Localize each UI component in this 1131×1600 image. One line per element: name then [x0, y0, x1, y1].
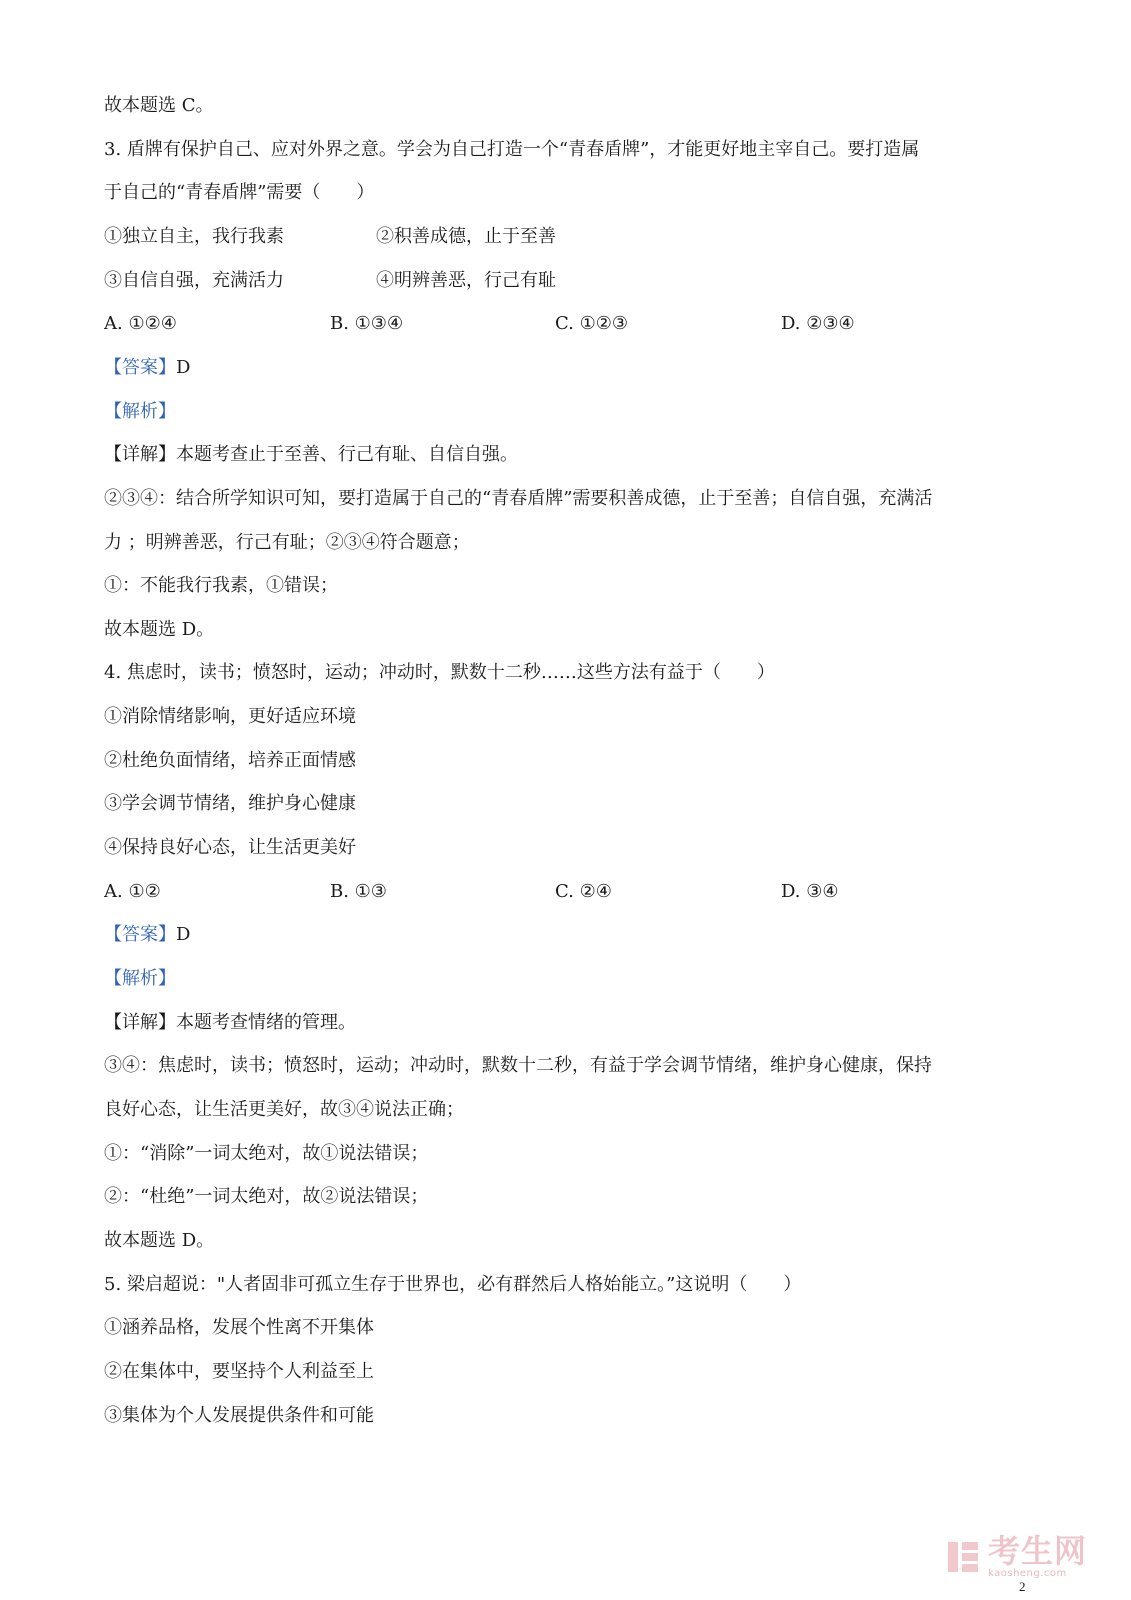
text-line: [104, 922, 1035, 948]
line-text: 于自己的“青春盾牌”需要（ ）: [104, 182, 375, 204]
text-line: [104, 966, 1035, 992]
text-line: [104, 399, 1035, 425]
answer-option: B. ①③: [330, 880, 387, 902]
section-tag: 【解析】: [104, 400, 176, 422]
line-text: 4. 焦虑时，读书；愤怒时，运动；冲动时，默数十二秒……这些方法有益于（ ）: [104, 662, 775, 684]
line-text: ③自信自强，充满活力: [104, 269, 284, 291]
watermark: [946, 1532, 1088, 1579]
line-text: ②：“杜绝”一词太绝对，故②说法错误；: [104, 1186, 429, 1208]
line-text: ④保持良好心态，让生活更美好: [104, 837, 356, 858]
line-text: ②在集体中，要坚持个人利益至上: [104, 1360, 374, 1382]
line-text: ①消除情绪影响，更好适应环境: [104, 706, 356, 728]
line-text: 【详解】本题考查止于至善、行己有耻、自信自强。: [104, 444, 518, 466]
text-line: [104, 1097, 1035, 1123]
line-text: 故本题选 D。: [104, 618, 215, 640]
answer-option: D. ③④: [781, 880, 839, 902]
text-line: [104, 835, 1035, 861]
answer-option: D. ②③④: [781, 313, 855, 335]
line-text: ①：不能我行我素，①错误；: [104, 575, 338, 597]
answer-option: C. ①②③: [555, 313, 628, 335]
text-line: [104, 224, 1035, 250]
text-line: [104, 660, 1035, 686]
text-line: [104, 93, 1035, 119]
page-number: 2: [1019, 1579, 1026, 1594]
text-line: [104, 137, 1035, 163]
watermark-url: kaosheng.com: [988, 1568, 1067, 1579]
text-line: [104, 748, 1035, 774]
section-tag: 【答案】: [104, 924, 176, 946]
text-line: [104, 1053, 1035, 1079]
text-line: [104, 486, 1035, 512]
text-line: [104, 268, 1035, 294]
line-text: 良好心态，让生活更美好，故③④说法正确；: [104, 1098, 464, 1120]
text-line: [104, 1315, 1035, 1341]
text-line: [104, 1228, 1035, 1254]
line-text-second-column: ④明辨善恶，行己有耻: [376, 269, 556, 291]
line-text: ②杜绝负面情绪，培养正面情感: [104, 749, 356, 771]
line-text: ③集体为个人发展提供条件和可能: [104, 1404, 374, 1426]
text-line: [104, 355, 1035, 381]
line-text: ①：“消除”一词太绝对，故①说法错误；: [104, 1142, 429, 1164]
answer-options-row: [104, 311, 1035, 337]
text-line: [104, 1141, 1035, 1167]
text-line: [104, 573, 1035, 599]
text-line: [104, 704, 1035, 730]
line-text: ①涵养品格，发展个性离不开集体: [104, 1317, 374, 1339]
answer-option: C. ②④: [555, 880, 612, 902]
line-text-second-column: ②积善成德，止于至善: [376, 225, 556, 247]
text-line: [104, 1403, 1035, 1429]
section-tag: 【答案】: [104, 356, 176, 378]
line-text: 5. 梁启超说："人者固非可孤立生存于世界也，必有群然后人格始能立。”这说明（ ）: [104, 1273, 802, 1295]
text-line: [104, 617, 1035, 643]
line-text: D: [176, 356, 191, 378]
text-line: [104, 180, 1035, 206]
line-text: ③学会调节情绪，维护身心健康: [104, 793, 356, 815]
text-line: [104, 791, 1035, 817]
answer-options-row: [104, 879, 1035, 905]
line-text: 故本题选 D。: [104, 1229, 215, 1251]
answer-option: B. ①③④: [330, 313, 404, 335]
section-tag: 【解析】: [104, 968, 176, 989]
text-line: [104, 1010, 1035, 1036]
text-line: [104, 1359, 1035, 1385]
answer-option: A. ①②: [104, 880, 161, 902]
text-line: [104, 1272, 1035, 1298]
line-text: ②③④：结合所学知识可知，要打造属于自己的“青春盾牌”需要积善成德，止于至善；自信自强，充满活: [104, 487, 933, 509]
line-text: ①独立自主，我行我素: [104, 225, 284, 247]
text-line: [104, 1184, 1035, 1210]
text-line: [104, 442, 1035, 468]
line-text: 力 ；明辨善恶，行己有耻；②③④符合题意；: [104, 531, 470, 553]
line-text: 故本题选 C。: [104, 95, 214, 116]
line-text: D: [176, 924, 191, 946]
line-text: 3. 盾牌有保护自己、应对外界之意。学会为自己打造一个“青春盾牌”，才能更好地主宰自己。要打造属: [104, 138, 920, 160]
watermark-name: 考生网: [988, 1532, 1088, 1570]
line-text: ③④：焦虑时，读书；愤怒时，运动；冲动时，默数十二秒，有益于学会调节情绪，维护身心健康，保持: [104, 1055, 932, 1077]
text-line: [104, 530, 1035, 556]
line-text: 【详解】本题考查情绪的管理。: [104, 1011, 356, 1033]
answer-option: A. ①②④: [104, 313, 177, 335]
watermark-logo-icon: [946, 1540, 980, 1574]
